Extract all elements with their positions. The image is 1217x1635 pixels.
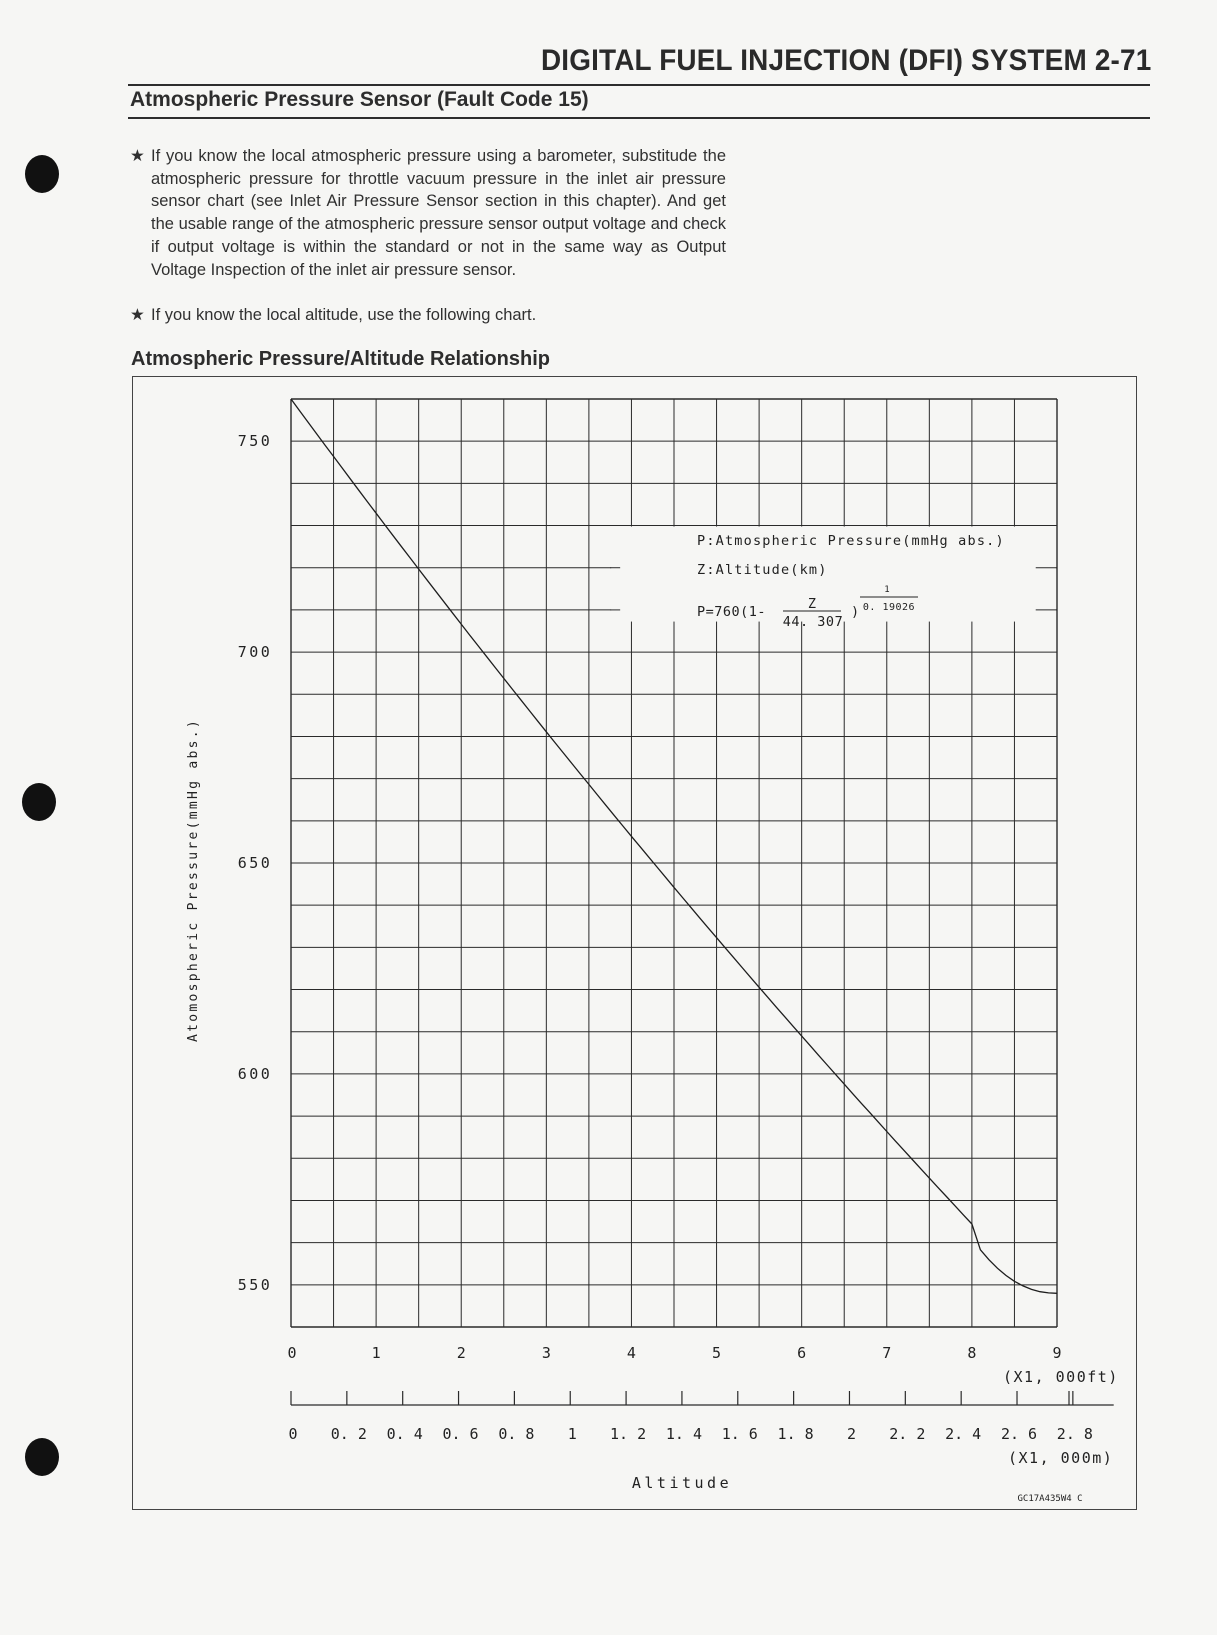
- y-axis-title: Atomospheric Pressure(mmHg abs.): [186, 717, 201, 1043]
- x-m-tick-label: 1: [567, 1425, 577, 1443]
- x-m-tick-label: 0. 8: [498, 1425, 535, 1443]
- instruction-text: If you know the local altitude, use the following chart.: [151, 306, 537, 324]
- x-ft-tick-label: 2: [456, 1344, 466, 1362]
- star-bullet-icon: ★: [130, 306, 145, 324]
- formula-exponent-denominator: 0. 19026: [862, 602, 916, 613]
- x-axis-ft-tick-labels: [287, 1344, 1061, 1362]
- star-bullet-icon: ★: [130, 147, 145, 165]
- formula-prefix: P=760(1-: [697, 604, 767, 620]
- figure-code: GC17A435W4 C: [1017, 1494, 1083, 1504]
- x-ft-tick-label: 0: [287, 1344, 297, 1362]
- x-m-tick-label: 0: [288, 1425, 298, 1443]
- x-ft-tick-label: 9: [1052, 1344, 1062, 1362]
- x-m-tick-label: 2: [846, 1425, 856, 1443]
- formula-close-paren: ): [851, 604, 860, 620]
- legend-pressure-definition: P:Atmospheric Pressure(mmHg abs.): [697, 533, 1005, 549]
- section-title: Atmospheric Pressure Sensor (Fault Code 15): [130, 88, 589, 111]
- x-m-tick-label: 2. 8: [1056, 1425, 1093, 1443]
- x-ft-tick-label: 1: [371, 1344, 381, 1362]
- x-axis-title: Altitude: [631, 1474, 733, 1492]
- y-tick-label: 750: [237, 432, 273, 451]
- page-heading: DIGITAL FUEL INJECTION (DFI) SYSTEM 2-71: [540, 44, 1151, 77]
- x-axis-metre-scale: [291, 1391, 1114, 1405]
- y-tick-label: 700: [237, 643, 273, 662]
- x-ft-tick-label: 5: [712, 1344, 722, 1362]
- x-axis-metre-tick-labels: [288, 1425, 1092, 1443]
- x-m-tick-label: 1. 2: [610, 1425, 647, 1443]
- x-ft-tick-label: 6: [797, 1344, 807, 1362]
- formula-denominator: 44. 307: [782, 614, 844, 630]
- instruction-text: If you know the local atmospheric pressure using a barometer, substitude the atmospheric pressure for throttle vacuum pressure in the inlet air pressure sensor chart (see Inlet Air Pressure Sensor section in this chapter). And get the usable range of the atmospheric pressure sensor output voltage and check if output voltage is within the standard or not in the same way as Output Voltage Inspection of the inlet air pressure sensor.: [151, 147, 726, 279]
- x-ft-tick-label: 3: [541, 1344, 551, 1362]
- x-ft-tick-label: 8: [967, 1344, 977, 1362]
- y-tick-label: 600: [237, 1064, 273, 1083]
- formula-numerator: Z: [807, 596, 817, 612]
- x-ft-tick-label: 4: [626, 1344, 636, 1362]
- formula-exponent-numerator: 1: [884, 585, 890, 595]
- x-m-tick-label: 1. 6: [721, 1425, 758, 1443]
- x-ft-tick-label: 7: [882, 1344, 892, 1362]
- x-m-tick-label: 2. 6: [1000, 1425, 1038, 1443]
- x-m-tick-label: 1. 8: [777, 1425, 814, 1443]
- chart-title: Atmospheric Pressure/Altitude Relationship: [131, 348, 550, 370]
- y-axis-tick-labels: [238, 432, 273, 1294]
- x-m-tick-label: 0. 6: [442, 1425, 479, 1443]
- x-m-tick-label: 2. 4: [945, 1425, 982, 1443]
- legend-altitude-definition: Z:Altitude(km): [697, 562, 828, 578]
- x-axis-ft-unit: (X1, 000ft): [1003, 1368, 1119, 1386]
- y-tick-label: 550: [237, 1275, 273, 1294]
- x-m-tick-label: 0. 2: [330, 1425, 367, 1443]
- x-axis-m-unit: (X1, 000m): [1008, 1449, 1114, 1467]
- x-m-tick-label: 1. 4: [665, 1425, 702, 1443]
- y-tick-label: 650: [237, 854, 273, 872]
- x-m-tick-label: 2. 2: [889, 1425, 926, 1443]
- x-m-tick-label: 0. 4: [386, 1425, 423, 1443]
